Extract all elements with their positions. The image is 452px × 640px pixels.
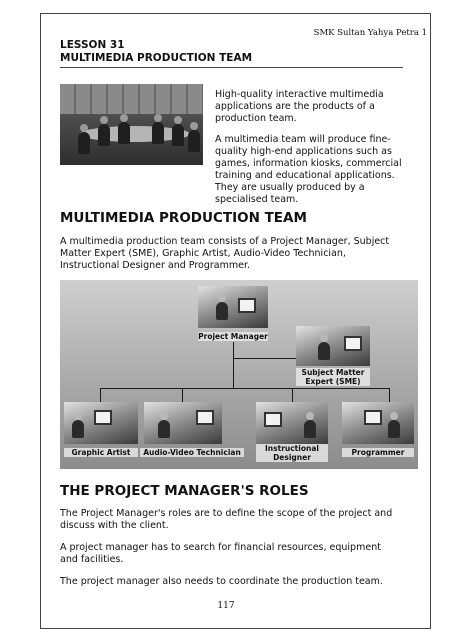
org-connector (100, 388, 101, 402)
meeting-photo (60, 84, 203, 165)
person-icon (158, 420, 170, 438)
monitor-icon (364, 410, 382, 425)
av-technician-label: Audio-Video Technician (140, 448, 244, 457)
sme-photo (296, 326, 370, 366)
instructional-designer-label (256, 444, 328, 462)
section-heading-team: MULTIMEDIA PRODUCTION TEAM (60, 210, 307, 226)
roles-paragraph-3: The project manager also needs to coordinate the production team. (60, 576, 383, 587)
graphic-artist-photo (64, 402, 138, 444)
section-text-team (60, 236, 400, 282)
programmer-photo (342, 402, 414, 444)
school-header: SMK Sultan Yahya Petra 1 (313, 28, 427, 38)
org-connector (182, 388, 183, 402)
project-manager-label: Project Manager (198, 332, 268, 341)
section-text-roles (60, 508, 400, 598)
monitor-icon (344, 336, 362, 351)
intro-text (215, 89, 415, 215)
person-icon (216, 302, 228, 320)
person-icon (304, 420, 316, 438)
sme-label-line2: Expert (SME) (305, 377, 361, 386)
roles-paragraph-2: A project manager has to search for financial resources, equipment and facilities. (60, 542, 381, 565)
intro-paragraph-2: A multimedia team will produce fine-quality high-end applications such as games, information kiosks, commercial training and educational applications. They are usually produced by a specialised team. (215, 134, 402, 205)
photo-wall (60, 84, 203, 114)
org-connector (233, 342, 234, 388)
person-icon (318, 342, 330, 360)
monitor-icon (264, 412, 282, 427)
photo-person (78, 132, 90, 154)
photo-person (98, 124, 110, 146)
page-number: 117 (217, 601, 235, 611)
graphic-artist-label: Graphic Artist (64, 448, 138, 457)
org-chart-image (60, 280, 418, 469)
team-description: A multimedia production team consists of a Project Manager, Subject Matter Expert (SME), Graphic Artist, Audio-Video Technician, Instructional Designer and Programmer. (60, 236, 390, 271)
sme-label (296, 368, 370, 386)
photo-person (152, 122, 164, 144)
lesson-divider (60, 67, 403, 68)
sme-label-line1: Subject Matter (301, 368, 365, 377)
roles-paragraph-1: The Project Manager's roles are to define the scope of the project and discuss with the client. (60, 508, 393, 531)
photo-person (118, 122, 130, 144)
lesson-heading (60, 39, 252, 65)
instructional-label-line1: Instructional (265, 444, 319, 453)
av-technician-photo (144, 402, 222, 444)
org-connector (100, 388, 389, 389)
org-connector (389, 388, 390, 402)
photo-person (172, 124, 184, 146)
instructional-label-line2: Designer (273, 453, 311, 462)
org-connector (292, 388, 293, 402)
monitor-icon (196, 410, 214, 425)
monitor-icon (94, 410, 112, 425)
person-icon (388, 420, 400, 438)
person-icon (72, 420, 84, 438)
lesson-number: LESSON 31 (60, 39, 125, 51)
programmer-label: Programmer (342, 448, 414, 457)
photo-person (188, 130, 200, 152)
monitor-icon (238, 298, 256, 313)
project-manager-photo (198, 286, 268, 328)
lesson-title: MULTIMEDIA PRODUCTION TEAM (60, 52, 253, 64)
section-heading-roles: THE PROJECT MANAGER'S ROLES (60, 483, 309, 499)
intro-paragraph-1: High-quality interactive multimedia applications are the products of a production team. (215, 89, 384, 124)
instructional-designer-photo (256, 402, 328, 444)
